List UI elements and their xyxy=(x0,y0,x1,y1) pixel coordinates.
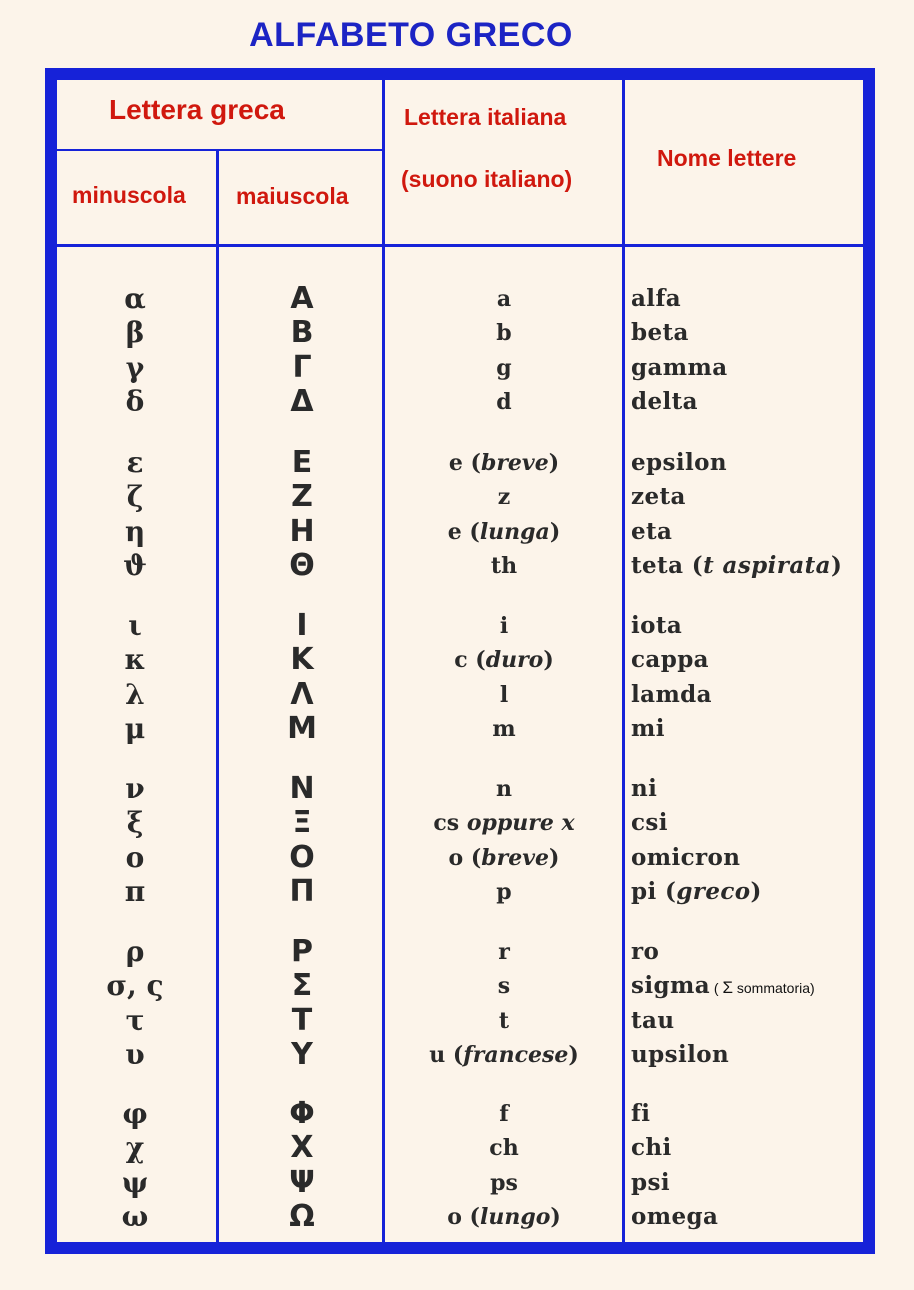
greek-lowercase: μ xyxy=(124,712,146,745)
italian-letter xyxy=(386,1166,622,1200)
letter-name-value: cappa xyxy=(631,646,709,673)
letter-name-value: upsilon xyxy=(631,1041,730,1068)
italian-letter xyxy=(386,282,622,316)
italian-letter-value: m xyxy=(492,716,516,742)
sigma-note: ( Σ sommatoria) xyxy=(710,978,815,997)
italian-letter-value: d xyxy=(496,389,512,415)
greek-lowercase: φ xyxy=(122,1097,148,1130)
italian-letter: e (lunga) xyxy=(447,519,561,545)
letter-name-value: omicron xyxy=(631,844,741,871)
italian-letter-value: t xyxy=(498,1008,510,1034)
greek-uppercase: Λ xyxy=(290,677,314,712)
greek-lowercase: π xyxy=(124,875,146,908)
header-lettera-italiana: Lettera italiana xyxy=(404,104,567,130)
letter-name-value: fi xyxy=(631,1100,651,1127)
italian-letter-value: e xyxy=(447,519,462,545)
greek-uppercase: Ω xyxy=(289,1199,315,1234)
letter-name xyxy=(631,969,815,1003)
greek-lowercase: ο xyxy=(125,841,145,874)
italian-letter-note: francese xyxy=(463,1042,569,1068)
italian-letter-note: oppure x xyxy=(466,810,575,836)
italian-letter-value: a xyxy=(496,286,512,312)
letter-name xyxy=(631,772,657,806)
letter-name-value: delta xyxy=(631,388,698,415)
sigma-symbol: Σ xyxy=(722,978,733,997)
greek-uppercase: Α xyxy=(290,281,314,316)
italian-letter-value: b xyxy=(496,320,512,346)
header-suono-italiano: (suono italiano) xyxy=(401,166,573,192)
letter-name-value: chi xyxy=(631,1134,672,1161)
greek-lowercase: ε xyxy=(126,446,144,479)
greek-lowercase: γ xyxy=(125,351,145,384)
letter-name-value: zeta xyxy=(631,483,686,510)
letter-name xyxy=(631,1131,672,1165)
italian-letter-value: th xyxy=(490,553,518,579)
greek-lowercase: χ xyxy=(125,1131,145,1164)
greek-lowercase: ν xyxy=(125,772,145,805)
letter-name xyxy=(631,1200,718,1234)
italian-letter xyxy=(386,806,622,840)
letter-name xyxy=(631,1038,729,1072)
italian-letter-value: p xyxy=(496,879,512,905)
letter-name-value: iota xyxy=(631,612,683,639)
italian-letter-value: ps xyxy=(490,1170,518,1196)
italian-letter xyxy=(386,1131,622,1165)
greek-uppercase: Χ xyxy=(290,1130,314,1165)
letter-name xyxy=(631,282,681,316)
letter-name-value: ni xyxy=(631,775,658,802)
greek-uppercase: Ρ xyxy=(291,934,313,969)
greek-uppercase: Σ xyxy=(291,968,313,1003)
italian-letter-value: o xyxy=(448,845,464,871)
greek-lowercase: υ xyxy=(125,1038,145,1071)
italian-letter xyxy=(386,678,622,712)
header-maiuscola: maiuscola xyxy=(236,183,349,209)
letter-name xyxy=(631,678,712,712)
greek-lowercase: δ xyxy=(125,385,145,418)
greek-lowercase: τ xyxy=(125,1004,145,1037)
letter-name-value: mi xyxy=(631,715,665,742)
greek-lowercase: ω xyxy=(121,1200,149,1233)
page-title: ALFABETO GRECO xyxy=(249,16,573,54)
italian-letter-value: i xyxy=(499,613,509,639)
greek-uppercase: Φ xyxy=(289,1096,315,1131)
greek-uppercase: Β xyxy=(290,315,314,350)
divider-col-3 xyxy=(622,80,625,1242)
letter-name: pi (greco) xyxy=(631,878,762,905)
italian-letter-value: u xyxy=(429,1042,446,1068)
italian-letter xyxy=(386,316,622,350)
letter-name xyxy=(631,480,686,514)
letter-name xyxy=(631,316,689,350)
greek-uppercase: Ξ xyxy=(292,805,312,840)
italian-letter-value: r xyxy=(498,939,510,965)
italian-letter xyxy=(386,712,622,746)
greek-lowercase: α xyxy=(124,282,146,315)
italian-letter: c (duro) xyxy=(454,647,554,673)
letter-name-value: sigma xyxy=(631,972,711,999)
greek-uppercase: Ο xyxy=(289,840,315,875)
greek-uppercase: Γ xyxy=(292,350,312,385)
letter-name-value: gamma xyxy=(631,354,728,381)
letter-name xyxy=(631,385,698,419)
letter-name xyxy=(631,446,727,480)
italian-letter xyxy=(386,351,622,385)
divider-col-1 xyxy=(216,150,219,1242)
italian-letter xyxy=(386,609,622,643)
letter-name-value: eta xyxy=(631,518,673,545)
greek-lowercase: ι xyxy=(128,609,142,642)
letter-name-value: csi xyxy=(631,809,668,836)
greek-lowercase: σ, ς xyxy=(106,969,164,1002)
greek-uppercase: Ψ xyxy=(289,1165,315,1200)
italian-letter-value: ch xyxy=(489,1135,519,1161)
italian-letter-value: f xyxy=(499,1101,509,1127)
greek-lowercase: ζ xyxy=(126,480,144,513)
letter-name-value: ro xyxy=(631,938,660,965)
letter-name xyxy=(631,515,672,549)
letter-name-value: beta xyxy=(631,319,689,346)
italian-letter-note: lungo xyxy=(479,1204,551,1230)
letter-name-value: pi xyxy=(631,878,657,905)
italian-letter-value: c xyxy=(454,647,468,673)
greek-uppercase: Τ xyxy=(291,1003,313,1038)
greek-lowercase: ϑ xyxy=(123,549,147,582)
greek-lowercase: ρ xyxy=(125,935,145,968)
greek-lowercase: β xyxy=(125,316,145,349)
greek-uppercase: Π xyxy=(289,874,315,909)
italian-letter xyxy=(386,1004,622,1038)
italian-letter-value: n xyxy=(496,776,512,802)
greek-lowercase: λ xyxy=(125,678,145,711)
letter-name-note: t aspirata xyxy=(703,552,831,579)
italian-letter-note: breve xyxy=(480,450,549,476)
letter-name-value: omega xyxy=(631,1203,719,1230)
greek-uppercase: Κ xyxy=(290,642,314,677)
italian-letter xyxy=(386,875,622,909)
greek-uppercase: Υ xyxy=(291,1037,313,1072)
letter-name: teta (t aspirata) xyxy=(631,552,843,579)
header-minuscola: minuscola xyxy=(72,182,186,208)
italian-letter-note: lunga xyxy=(479,519,550,545)
letter-name xyxy=(631,1097,650,1131)
italian-letter-value: z xyxy=(497,484,511,510)
letter-name xyxy=(631,712,665,746)
letter-name-value: alfa xyxy=(631,285,682,312)
greek-lowercase: η xyxy=(124,515,146,548)
greek-uppercase: Ι xyxy=(296,608,308,643)
letter-name-value: lamda xyxy=(631,681,712,708)
greek-lowercase: ψ xyxy=(121,1166,149,1199)
italian-letter xyxy=(386,385,622,419)
italian-letter-value: s xyxy=(497,973,511,999)
letter-name-value: tau xyxy=(631,1007,675,1034)
italian-letter: o (lungo) xyxy=(447,1204,561,1230)
italian-letter xyxy=(386,969,622,1003)
italian-letter xyxy=(386,935,622,969)
greek-lowercase: ξ xyxy=(126,806,144,839)
header-nome-lettere: Nome lettere xyxy=(657,145,797,171)
italian-letter: o (breve) xyxy=(448,845,560,871)
italian-letter xyxy=(386,1097,622,1131)
greek-uppercase: Ε xyxy=(291,445,313,480)
letter-name xyxy=(631,609,682,643)
divider-col-2 xyxy=(382,80,385,1242)
letter-name-value: teta xyxy=(631,552,684,579)
letter-name-value: epsilon xyxy=(631,449,728,476)
italian-letter xyxy=(386,480,622,514)
letter-name xyxy=(631,1166,670,1200)
sigma-note-text: sommatoria xyxy=(736,980,811,996)
greek-uppercase: Δ xyxy=(290,384,314,419)
letter-name xyxy=(631,643,709,677)
divider-header-bottom xyxy=(57,244,863,247)
letter-name xyxy=(631,935,659,969)
italian-letter: u (francese) xyxy=(429,1042,579,1068)
greek-uppercase: Μ xyxy=(287,711,317,746)
italian-letter-value: cs xyxy=(433,810,460,836)
letter-name xyxy=(631,351,728,385)
divider-header-greca xyxy=(57,149,383,151)
italian-letter xyxy=(386,549,622,583)
letter-name xyxy=(631,841,740,875)
letter-name-value: psi xyxy=(631,1169,670,1196)
letter-name xyxy=(631,1004,674,1038)
greek-uppercase: Η xyxy=(289,514,315,549)
greek-uppercase: Ν xyxy=(289,771,315,806)
italian-letter-value: g xyxy=(496,355,512,381)
letter-name-note: greco xyxy=(676,878,751,905)
italian-letter-value: e xyxy=(448,450,463,476)
italian-letter: e (breve) xyxy=(448,450,560,476)
italian-letter-value: l xyxy=(499,682,509,708)
greek-lowercase: κ xyxy=(124,643,146,676)
letter-name xyxy=(631,806,668,840)
greek-uppercase: Ζ xyxy=(291,479,313,514)
greek-uppercase: Θ xyxy=(289,548,315,583)
italian-letter-note: duro xyxy=(485,647,544,673)
italian-letter-value: o xyxy=(447,1204,462,1230)
italian-letter-note: breve xyxy=(481,845,550,871)
header-lettera-greca: Lettera greca xyxy=(109,94,285,125)
italian-letter xyxy=(386,772,622,806)
